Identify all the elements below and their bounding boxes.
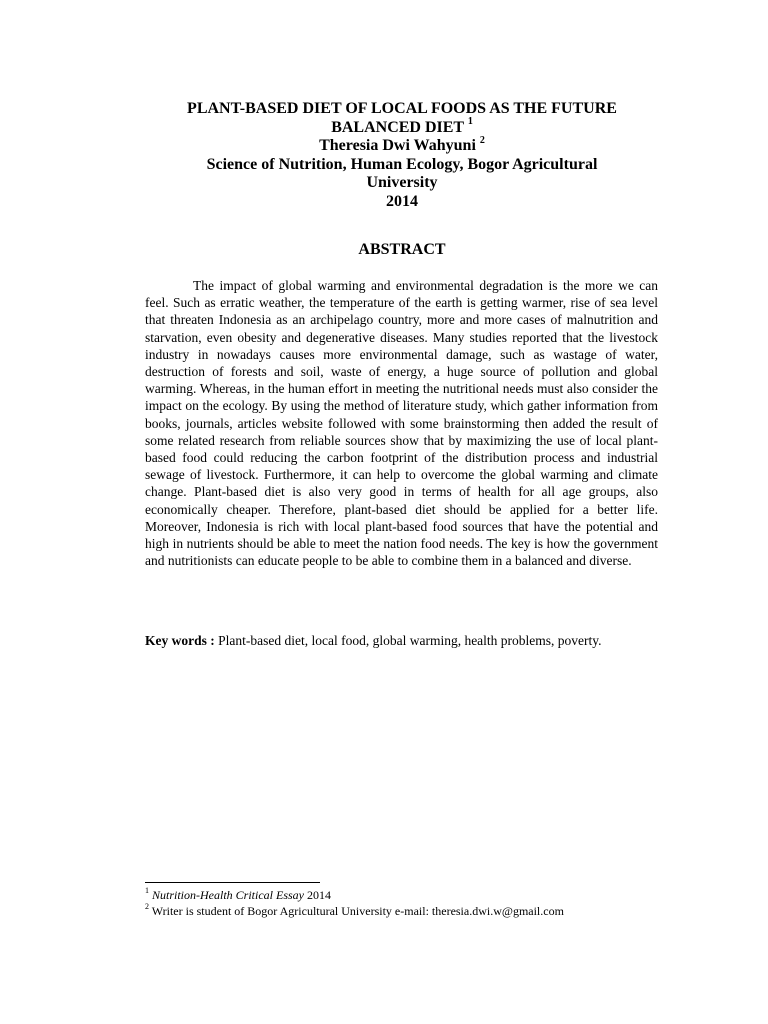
abstract-body [145,277,658,569]
footnote-separator [145,882,320,883]
title-footnote-marker: 1 [467,116,473,128]
publication-year: 2014 [386,192,418,210]
keywords-paragraph [145,632,658,649]
footnote-2-marker: 2 [145,901,149,911]
footnote-2 [145,901,705,920]
footnote-1 [145,888,705,904]
keywords-label: Key words : [145,633,215,648]
paper-title-line-2 [130,116,674,138]
paper-title-text: BALANCED DIET [331,118,464,136]
affiliation-line-2: University [366,174,438,192]
footnote-1-marker: 1 [145,886,149,895]
abstract-heading: ABSTRACT [358,241,446,258]
author-footnote-marker: 2 [479,134,485,146]
author-name: Theresia Dwi Wahyuni [319,137,476,155]
affiliation-line-1: Science of Nutrition, Human Ecology, Bogor Agricultural [206,155,598,173]
abstract-paragraph: The impact of global warming and environmental degradation is the more we can feel. Such as erratic weather, the temperature of the earth is getting warmer, rise of sea level that threaten Indonesia as an archipelago country, more and more cases of malnutrition and starvation, even obesity and degenerative diseases. Many studies reported that the livestock industry in nowadays causes more environmental damage, such as wastage of water, destruction of forests and soil, waste of energy, a huge source of pollution and global warming. Whereas, in the human effort in meeting the nutritional needs must also consider the impact on the ecology. By using the method of literature study, which gather information from books, journals, articles website followed with some brainstorming then added the result of some related research from reliable sources show that by maximizing the use of local plant-based food could reducing the carbon footprint of the distribution process and industrial sewage of livestock. Furthermore, it can help to overcome the global warming and climate change. Plant-based diet is also very good in terms of health for all age groups, also economically cheaper. Therefore, plant-based diet should be applied for a better life. Moreover, Indonesia is rich with local plant-based food sources that have the potential and high in nutrients should be able to meet the nation food needs. The key is how the government and nutritionists can educate people to be able to combine them in a balanced and diverse. [145,278,658,569]
footnotes [145,888,705,920]
paper-title-line-1: PLANT-BASED DIET OF LOCAL FOODS AS THE FUTURE [187,100,617,117]
title-block [130,100,674,212]
keywords-text: Plant-based diet, local food, global warming, health problems, poverty. [218,633,602,648]
footnote-2-text: Writer is student of Bogor Agricultural University e-mail: theresia.dwi.w@gmail.com [149,903,564,918]
footnote-1-text: 2014 [304,888,331,902]
author-line [130,134,674,156]
footnote-1-italic: Nutrition-Health Critical Essay [152,888,304,902]
